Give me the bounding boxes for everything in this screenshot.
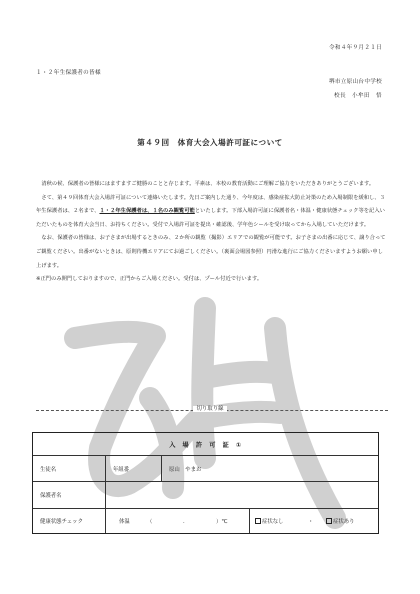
student-row: [33, 456, 378, 482]
option-separator: ・: [308, 519, 314, 525]
document-title: 第４９回 体育大会入場許可証について: [137, 138, 283, 147]
checkbox-has-symptoms[interactable]: 症状あり: [326, 509, 355, 533]
guardian-name-field[interactable]: [107, 482, 376, 508]
temperature-close: ）℃: [216, 519, 228, 525]
class-number: 年組番: [113, 466, 130, 473]
admission-permit: [32, 432, 379, 534]
student-name: 原山 やまお: [169, 466, 202, 473]
permit-title: 入 場 許 可 証 ①: [169, 441, 242, 449]
highlight-limit: １・２年生保護者は、１名のみ観覧可能: [99, 208, 195, 215]
body-text: [36, 178, 388, 287]
temperature-label: 体温: [119, 519, 130, 525]
checkbox-icon: [255, 518, 261, 524]
cut-label: 切り取り線: [0, 404, 420, 412]
paragraph-gate-note: ※正門のみ開門しておりますので、正門からご入場ください。受付は、プール付近で行います。: [36, 276, 263, 283]
checkbox-no-symptoms[interactable]: 症状なし: [255, 509, 284, 533]
checkbox-icon: [326, 518, 332, 524]
health-check-label: 健康状態チェック: [40, 519, 83, 525]
principal-name: 校長 小牟田 悟: [334, 93, 382, 99]
paragraph-admission: さて、第４９回体育大会入場許可証について連絡いたします。先日ご案内した通り、今年度は、感染症拡大防止対策のため入場制限を緩和し、３年生保護者は、２名まで、１・２年生保護者は、１名のみ観覧可能といたします。下部入場許可証に保護者名・体温・健康状態チェック等を記入いただいたものを体育大会当日、お持ちください。受付で入場許可証を提出・確認後、学年色シールを受け取ってから入場していただけます。: [36, 194, 385, 228]
school-name: 堺市立原山台中学校: [328, 79, 382, 85]
permit-title-row: [33, 433, 378, 456]
health-row: [33, 509, 378, 533]
date: 令和４年９月２１日: [328, 45, 382, 51]
temperature-open: （: [147, 519, 153, 525]
temperature-decimal: ．: [183, 519, 189, 525]
addressee: １・２年生保護者の皆様: [36, 70, 101, 76]
paragraph-viewing: なお、保護者の皆様は、お子さまが出場するときのみ、２か所の観覧（撮影）エリアでの観覧が可能です。お子さまの出番に応じて、譲り合ってご観覧ください。出番がないときは、原則待機エリアにてお過ごしください。（裏面会場図参照）円滑な進行にご協力くださいますようお願い申し上げます。: [36, 235, 386, 269]
guardian-label: 保護者名: [40, 493, 62, 499]
student-label: 生徒名: [40, 466, 57, 473]
paragraph-greeting: 清秋の候、保護者の皆様にはますますご健勝のことと存じます。平素は、本校の教育活動にご理解ご協力をいただきありがとうございます。: [41, 181, 375, 187]
guardian-row: [33, 482, 378, 509]
